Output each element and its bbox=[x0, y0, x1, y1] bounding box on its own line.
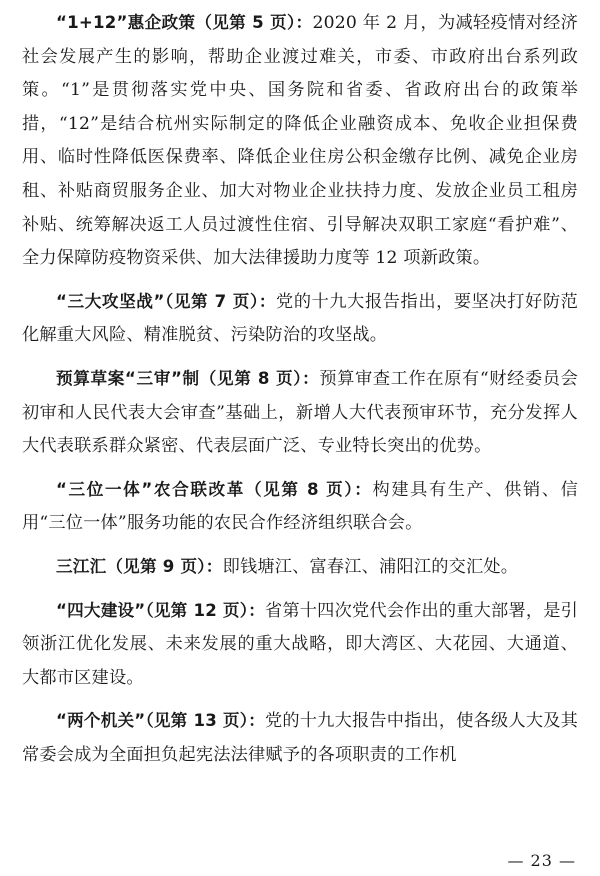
entry-paragraph bbox=[22, 594, 578, 696]
entry-page-ref: （见第 7 页）： bbox=[164, 291, 277, 311]
entry-term: 三江汇 bbox=[56, 556, 107, 576]
entry-term: 预算草案“三审”制 bbox=[56, 368, 200, 388]
glossary-entry bbox=[22, 362, 578, 464]
entry-body: 预算审查工作在原有“财经委员会初审和人民代表大会审查”基础上，新增人大代表预审环节，充分发挥人大代表联系群众紧密、代表层面广泛、专业特长突出的优势。 bbox=[22, 368, 578, 457]
entry-term: “三大攻坚战” bbox=[56, 291, 165, 311]
entry-page-ref: （见第 12 页）： bbox=[145, 600, 266, 620]
entry-body: 党的十九大报告指出，要坚决打好防范化解重大风险、精准脱贫、污染防治的攻坚战。 bbox=[22, 291, 578, 346]
entry-page-ref: （见第 9 页）： bbox=[106, 556, 223, 576]
entry-page-ref: （见第 8 页）： bbox=[199, 368, 320, 388]
entry-term: “三位一体”农合联改革 bbox=[56, 479, 245, 499]
glossary-entry bbox=[22, 473, 578, 541]
glossary-entry bbox=[22, 594, 578, 696]
entry-body: 党的十九大报告中指出，使各级人大及其常委会成为全面担负起宪法法律赋予的各项职责的工作机 bbox=[22, 711, 579, 765]
glossary-entry bbox=[22, 704, 578, 772]
entry-paragraph bbox=[22, 362, 578, 464]
glossary-entry bbox=[22, 550, 578, 585]
entry-paragraph bbox=[22, 6, 578, 276]
entry-body: 即钱塘江、富春江、浦阳江的交汇处。 bbox=[222, 556, 519, 577]
glossary-entry bbox=[22, 6, 578, 276]
entry-page-ref: （见第 13 页）： bbox=[145, 711, 266, 731]
page-number: — 23 — bbox=[507, 851, 576, 870]
entry-page-ref: （见第 5 页）： bbox=[195, 13, 313, 32]
entry-body: 省第十四次党代会作出的重大部署，是引领浙江优化发展、未来发展的重大战略，即大湾区、大花园、大通道、大都市区建设。 bbox=[22, 600, 579, 688]
entry-body: 2020 年 2 月，为减轻疫情对经济社会发展产生的影响，帮助企业渡过难关，市委、市政府出台系列政策。“1”是贯彻落实党中央、国务院和省委、省政府出台的政策举措，“12”是结合杭州实际制定的降低企业融资成本、免收企业担保费用、临时性降低医保费率、降低企业住房公积金缴存比例、减免企业房租、补贴商贸服务企业、加大对物业企业扶持力度、发放企业员工租房补贴、统筹解决返工人员过渡性住宿、引导解决双职工家庭“看护难”、全力保障防疫物资采供、加大法律援助力度等 12 项新政策。 bbox=[22, 13, 578, 269]
entry-page-ref: （见第 8 页）： bbox=[244, 479, 373, 499]
glossary-entry bbox=[22, 285, 578, 353]
entry-paragraph bbox=[22, 473, 578, 541]
entry-paragraph bbox=[22, 550, 578, 585]
document-page bbox=[22, 6, 578, 781]
entry-paragraph bbox=[22, 704, 578, 772]
entry-term: “1+12”惠企政策 bbox=[56, 13, 196, 32]
entry-paragraph bbox=[22, 285, 578, 353]
entry-body: 构建具有生产、供销、信用“三位一体”服务功能的农民合作经济组织联合会。 bbox=[22, 479, 578, 534]
entry-term: “四大建设” bbox=[56, 600, 146, 620]
entry-term: “两个机关” bbox=[56, 711, 146, 731]
